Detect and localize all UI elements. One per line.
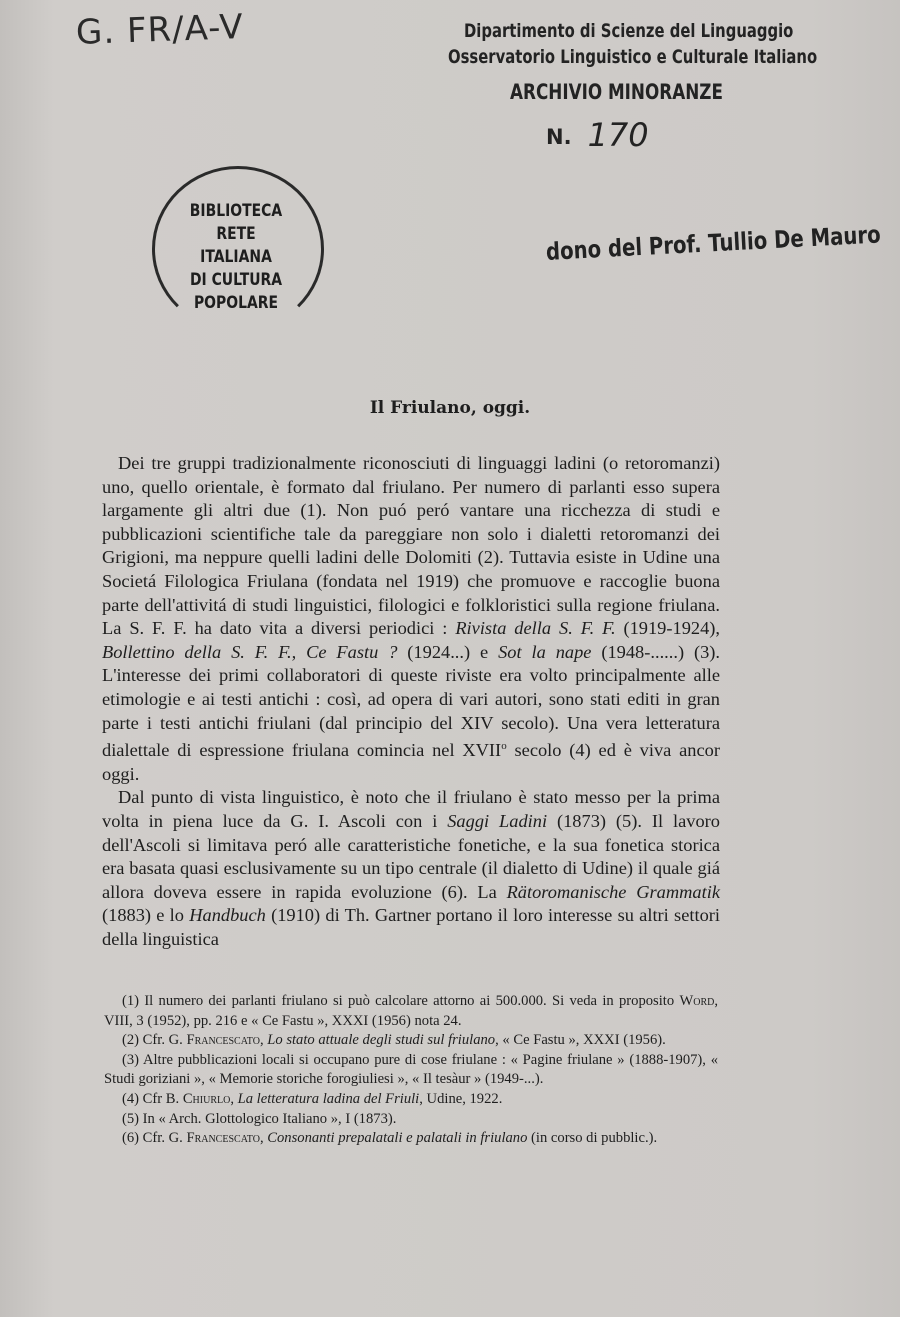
archive-stamp [448, 20, 818, 154]
footnote: (1) Il numero dei parlanti friulano si può calcolare attorno ai 500.000. Si veda in proposito Word, VIII, 3 (1952), pp. 216 e « Ce Fastu », XXXI (1956) nota 24. [104, 993, 718, 1029]
footnote: (5) In « Arch. Glottologico Italiano », I (1873). [122, 1110, 397, 1127]
footnote: (4) Cfr B. Chiurlo, La letteratura ladina del Friuli, Udine, 1922. [122, 1090, 503, 1107]
library-stamp-line: POPOLARE [193, 293, 279, 313]
library-stamp-line: BIBLIOTECA [189, 201, 283, 221]
article-body [102, 452, 720, 952]
stamp-number-line [546, 114, 788, 152]
library-stamp-line: DI CULTURA [189, 270, 283, 290]
library-stamp-text [187, 200, 285, 315]
stamp-number-value: 170 [587, 116, 649, 154]
footnote: (2) Cfr. G. Francescato, Lo stato attuale degli studi sul friulano, « Ce Fastu », XXXI (1956). [122, 1032, 666, 1049]
paragraph: Dei tre gruppi tradizionalmente riconosciuti di linguaggi ladini (o retoromanzi) uno, quello orientale, è formato dal friulano. Per numero di parlanti esso supera largamente gli altri due (1). Non puó peró vantare una ricchezza di studi e pubblicazioni scientifiche tale da pareggiare non solo i dialetti retoromanzi dei Grigioni, ma neppure quelli ladini delle Dolomiti (2). Tuttavia esiste in Udine una Societá Filologica Friulana (fondata nel 1919) che promuove e raccoglie buona parte dell'attivitá di studi linguistici, filologici e folkloristici sulla regione friulana. La S. F. F. ha dato vita a diversi periodici : Rivista della S. F. F. (1919-1924), Bollettino della S. F. F., Ce Fastu ? (1924...) e Sot la nape (1948-......) (3). L'interesse dei primi collaboratori di queste riviste era volto principalmente alle etimologie e ai testi antichi : così, ad opera di vari autori, sono stati editi in gran parte i testi antichi friulani (dal principio del XIV secolo). Una vera letteratura dialettale di espressione friulana comincia nel XVII$^o$ secolo (4) ed è viva ancor oggi. [102, 453, 721, 784]
library-stamp-line: RETE ITALIANA [200, 224, 272, 267]
stamp-observatory: Osservatorio Linguistico e Culturale Italiano [448, 46, 818, 68]
donation-stamp: dono del Prof. Tullio De Mauro [545, 220, 882, 266]
stamp-archive-name: ARCHIVIO MINORANZE [510, 80, 723, 104]
paragraph: Dal punto di vista linguistico, è noto che il friulano è stato messo per la prima volta in piena luce da G. I. Ascoli con i Saggi Ladini (1873) (5). Il lavoro dell'Ascoli si limitava peró alle caratteristiche fonetiche, e la sua fonetica storica era basata quasi esclusivamente su un tipo centrale (il dialetto di Udine) il quale giá allora doveva essere in rapida evoluzione (6). La Rätoromanische Grammatik (1883) e lo Handbuch (1910) di Th. Gartner portano il loro interesse su altri settori della linguistica [102, 787, 721, 949]
footnote: (6) Cfr. G. Francescato, Consonanti prepalatali e palatali in friulano (in corso di pubblic.). [122, 1130, 658, 1147]
handwritten-shelfmark: G. FR/A-V [75, 7, 245, 53]
footnote: (3) Altre pubblicazioni locali si occupano pure di cose friulane : « Pagine friulane » (1888-1907), « Studi goriziani », « Memorie storiche forogiuliesi », « Il tesàur » (1949-...). [104, 1051, 718, 1088]
stamp-department: Dipartimento di Scienze del Linguaggio [464, 20, 794, 42]
footnotes [104, 992, 718, 1149]
article-title: Il Friulano, oggi. [369, 398, 531, 418]
stamp-number-label: N. [546, 125, 572, 149]
